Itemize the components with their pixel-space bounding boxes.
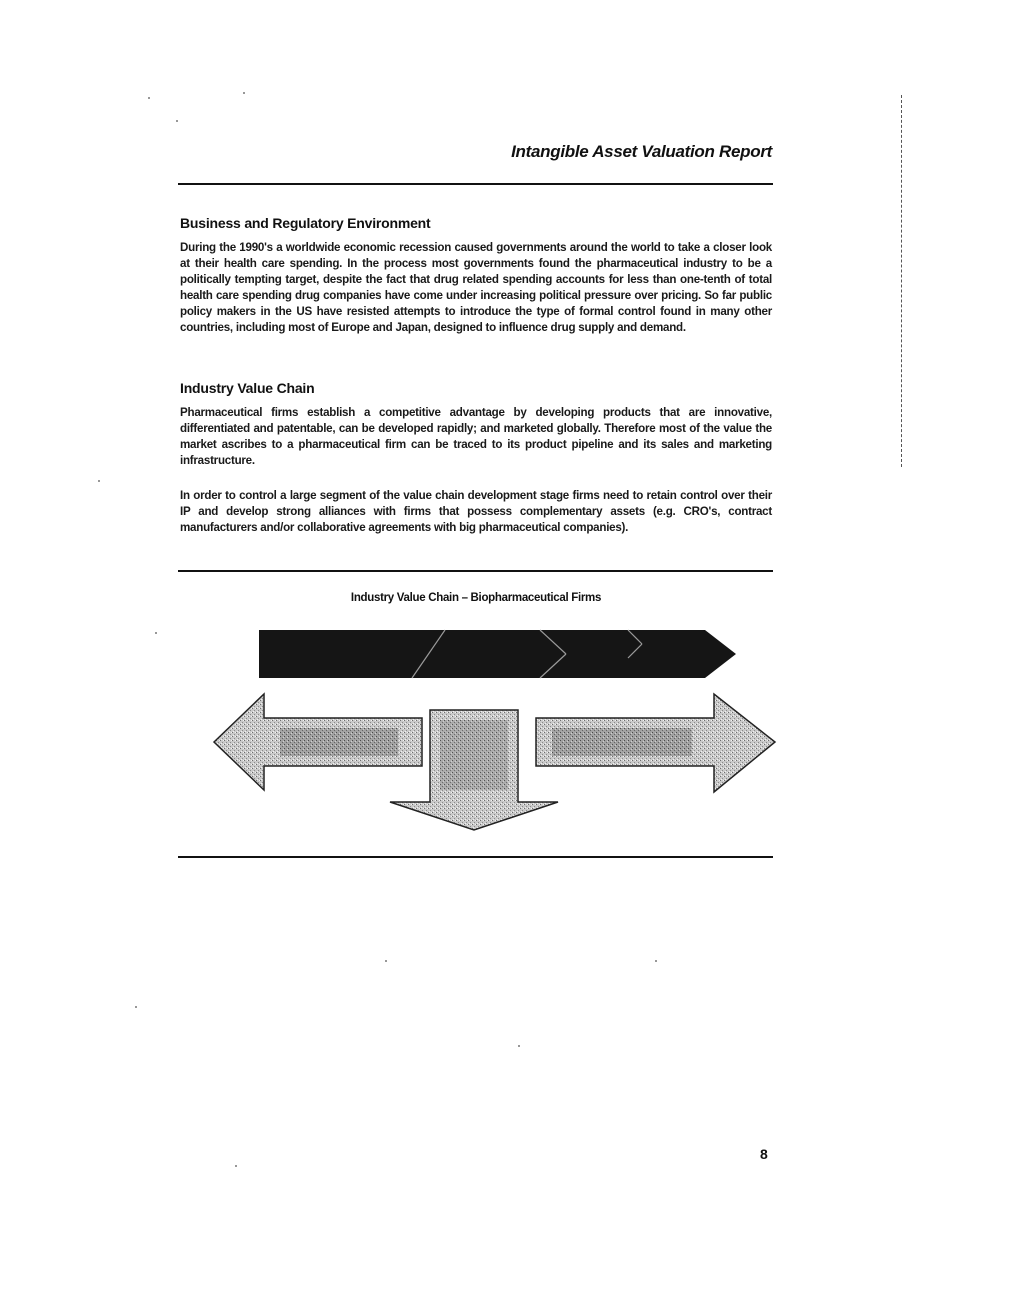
scan-margin-line: [901, 95, 902, 467]
scan-speck: [655, 960, 657, 962]
running-header-title: Intangible Asset Valuation Report: [511, 142, 772, 161]
value-chain-diagram: [200, 620, 780, 835]
figure-top-rule: [178, 570, 773, 572]
figure-bottom-rule: [178, 856, 773, 858]
right-arrow-text-block: [552, 728, 692, 756]
center-arrow-text-block: [440, 720, 508, 790]
section-heading-business: Business and Regulatory Environment: [180, 215, 431, 231]
left-arrow-text-block: [280, 728, 398, 756]
scan-speck: [148, 97, 150, 99]
scan-speck: [235, 1165, 237, 1167]
paragraph-value-chain-1: Pharmaceutical firms establish a competitive advantage by developing products that are innovative, differentiated and patentable, can be developed rapidly; and marketed globally. Therefore most of the value the market ascribes to a pharmaceutical firm can be traced to its product pipeline and its sales and marketing infrastructure.: [180, 406, 772, 467]
scan-speck: [385, 960, 387, 962]
section-heading-value-chain: Industry Value Chain: [180, 380, 315, 396]
figure-caption: Industry Value Chain – Biopharmaceutical Firms: [350, 592, 602, 604]
value-chain-stage-band: [259, 630, 736, 678]
scan-speck: [155, 632, 157, 634]
scan-speck: [518, 1045, 520, 1047]
scan-speck: [98, 480, 100, 482]
header-rule: [178, 183, 773, 185]
scan-speck: [243, 92, 245, 94]
page-number: 8: [760, 1146, 768, 1162]
paragraph-business-environment: During the 1990's a worldwide economic recession caused governments around the world to take a closer look at their health care spending. In the process most governments found the pharmaceutical industry to be a politically tempting target, despite the fact that drug related spending accounts for less than one-tenth of total health care spending drug companies have come under increasing political pressure over pricing. So far public policy makers in the US have resisted attempts to introduce the type of formal control found in many other countries, including most of Europe and Japan, designed to influence drug supply and demand.: [180, 241, 772, 334]
paragraph-value-chain-2: In order to control a large segment of the value chain development stage firms need to retain control over their IP and develop strong alliances with firms that possess complementary assets (e.g. CRO's, contract manufacturers and/or collaborative agreements with big pharmaceutical companies).: [180, 489, 772, 534]
scan-speck: [135, 1006, 137, 1008]
scan-speck: [176, 120, 178, 122]
